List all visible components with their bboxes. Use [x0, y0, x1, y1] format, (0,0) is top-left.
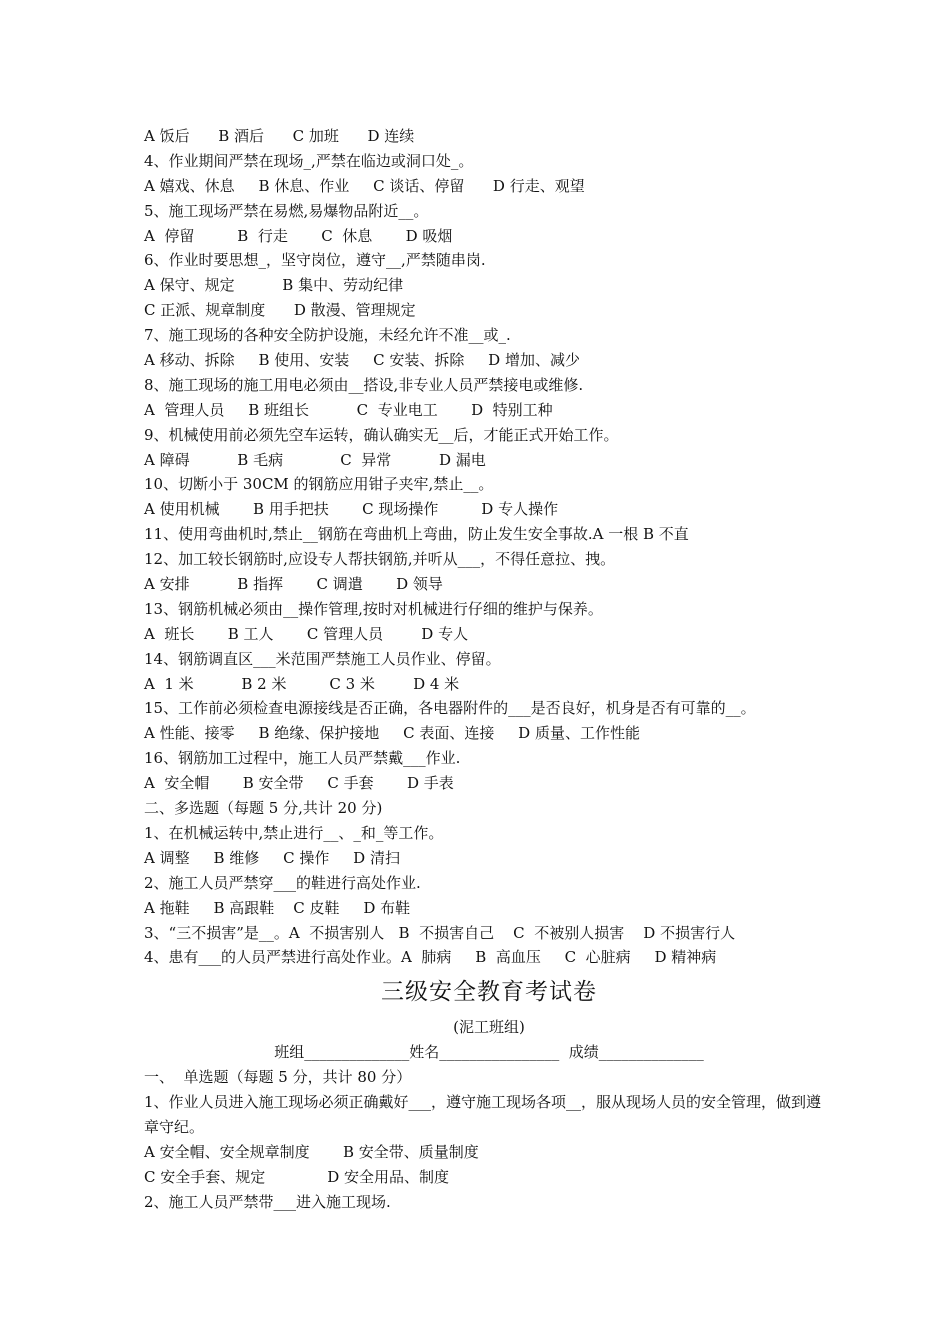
text-line: A 移动、拆除 B 使用、安装 C 安装、拆除 D 增加、减少: [144, 351, 580, 370]
text-line: A 使用机械 B 用手把扶 C 现场操作 D 专人操作: [144, 500, 559, 519]
text-line: 9、机械使用前必须先空车运转，确认确实无__后，才能正式开始工作。: [144, 425, 619, 444]
exam-subtitle: (泥工班组): [453, 1018, 525, 1037]
text-line: 4、作业期间严禁在现场_,严禁在临边或洞口处_。: [144, 151, 474, 170]
exam-title: 三级安全教育考试卷: [381, 979, 597, 1006]
question-block-2: [144, 1065, 834, 1214]
text-line: 10、切断小于 30CM 的钢筋应用钳子夹牢,禁止__。: [144, 475, 494, 494]
text-line: A 障碍 B 毛病 C 异常 D 漏电: [144, 450, 486, 469]
text-line: 3、“三不损害”是__。A 不损害别人 B 不损害自己 C 不被别人损害 D 不损害行人: [144, 923, 736, 942]
text-line: 13、钢筋机械必须由__操作管理,按时对机械进行仔细的维护与保养。: [144, 599, 603, 618]
text-line: 1、在机械运转中,禁止进行__、_和_等工作。: [144, 823, 444, 842]
text-line: 2、施工人员严禁带___进入施工现场.: [144, 1192, 391, 1211]
text-line: 16、钢筋加工过程中，施工人员严禁戴___作业.: [144, 749, 461, 768]
text-line: A 保守、规定 B 集中、劳动纪律: [144, 276, 404, 295]
text-line: A 安排 B 指挥 C 调遣 D 领导: [144, 575, 443, 594]
text-line: A 管理人员 B 班组长 C 专业电工 D 特别工种: [144, 400, 553, 419]
text-line: A 1 米 B 2 米 C 3 米 D 4 米: [144, 674, 460, 693]
student-info-line: 班组______________姓名________________ 成绩______________: [274, 1043, 704, 1062]
text-line: 6、作业时要思想_，坚守岗位，遵守__,严禁随串岗.: [144, 251, 486, 270]
text-line-wrapped: 1、作业人员进入施工现场必须正确戴好___，遵守施工现场各项__，服从现场人员的安全管理，做到遵章守纪。: [144, 1092, 822, 1136]
question-block-1: [144, 124, 834, 970]
exam-content: [144, 124, 834, 1214]
text-line: 4、患有___的人员严禁进行高处作业。A 肺病 B 高血压 C 心脏病 D 精神病: [144, 948, 717, 967]
text-line: 15、工作前必须检查电源接线是否正确，各电器附件的___是否良好，机身是否有可靠的__。: [144, 699, 756, 718]
text-line: A 性能、接零 B 绝缘、保护接地 C 表面、连接 D 质量、工作性能: [144, 724, 640, 743]
text-line: 5、施工现场严禁在易燃,易爆物品附近__。: [144, 201, 429, 220]
text-line: A 安全帽 B 安全带 C 手套 D 手表: [144, 774, 454, 793]
text-line: 8、施工现场的施工用电必须由__搭设,非专业人员严禁接电或维修.: [144, 375, 584, 394]
text-line: A 调整 B 维修 C 操作 D 清扫: [144, 848, 400, 867]
text-line: A 嬉戏、休息 B 休息、作业 C 谈话、停留 D 行走、观望: [144, 176, 585, 195]
text-line: A 饭后 B 酒后 C 加班 D 连续: [144, 127, 415, 145]
text-line: C 安全手套、规定 D 安全用品、制度: [144, 1167, 450, 1186]
text-line: A 拖鞋 B 高跟鞋 C 皮鞋 D 布鞋: [144, 898, 411, 917]
text-line: 12、加工较长钢筋时,应设专人帮扶钢筋,并听从___，不得任意拉、拽。: [144, 550, 616, 569]
text-line: C 正派、规章制度 D 散漫、管理规定: [144, 301, 416, 320]
text-line: 14、钢筋调直区___米范围严禁施工人员作业、停留。: [144, 649, 501, 668]
text-line: 2、施工人员严禁穿___的鞋进行高处作业.: [144, 873, 421, 892]
text-line: 7、施工现场的各种安全防护设施，未经允许不准__或_.: [144, 326, 511, 345]
section-heading-multi-choice: 二、多选题（每题 5 分,共计 20 分): [144, 799, 383, 818]
text-line: A 停留 B 行走 C 休息 D 吸烟: [144, 226, 453, 245]
text-line: A 班长 B 工人 C 管理人员 D 专人: [144, 624, 469, 643]
section-heading-single-choice: 一、 单选题（每题 5 分，共计 80 分）: [144, 1068, 412, 1087]
text-line: A 安全帽、安全规章制度 B 安全带、质量制度: [144, 1142, 479, 1161]
text-line: 11、使用弯曲机时,禁止__钢筋在弯曲机上弯曲，防止发生安全事故.A 一根 B 不直: [144, 525, 689, 544]
